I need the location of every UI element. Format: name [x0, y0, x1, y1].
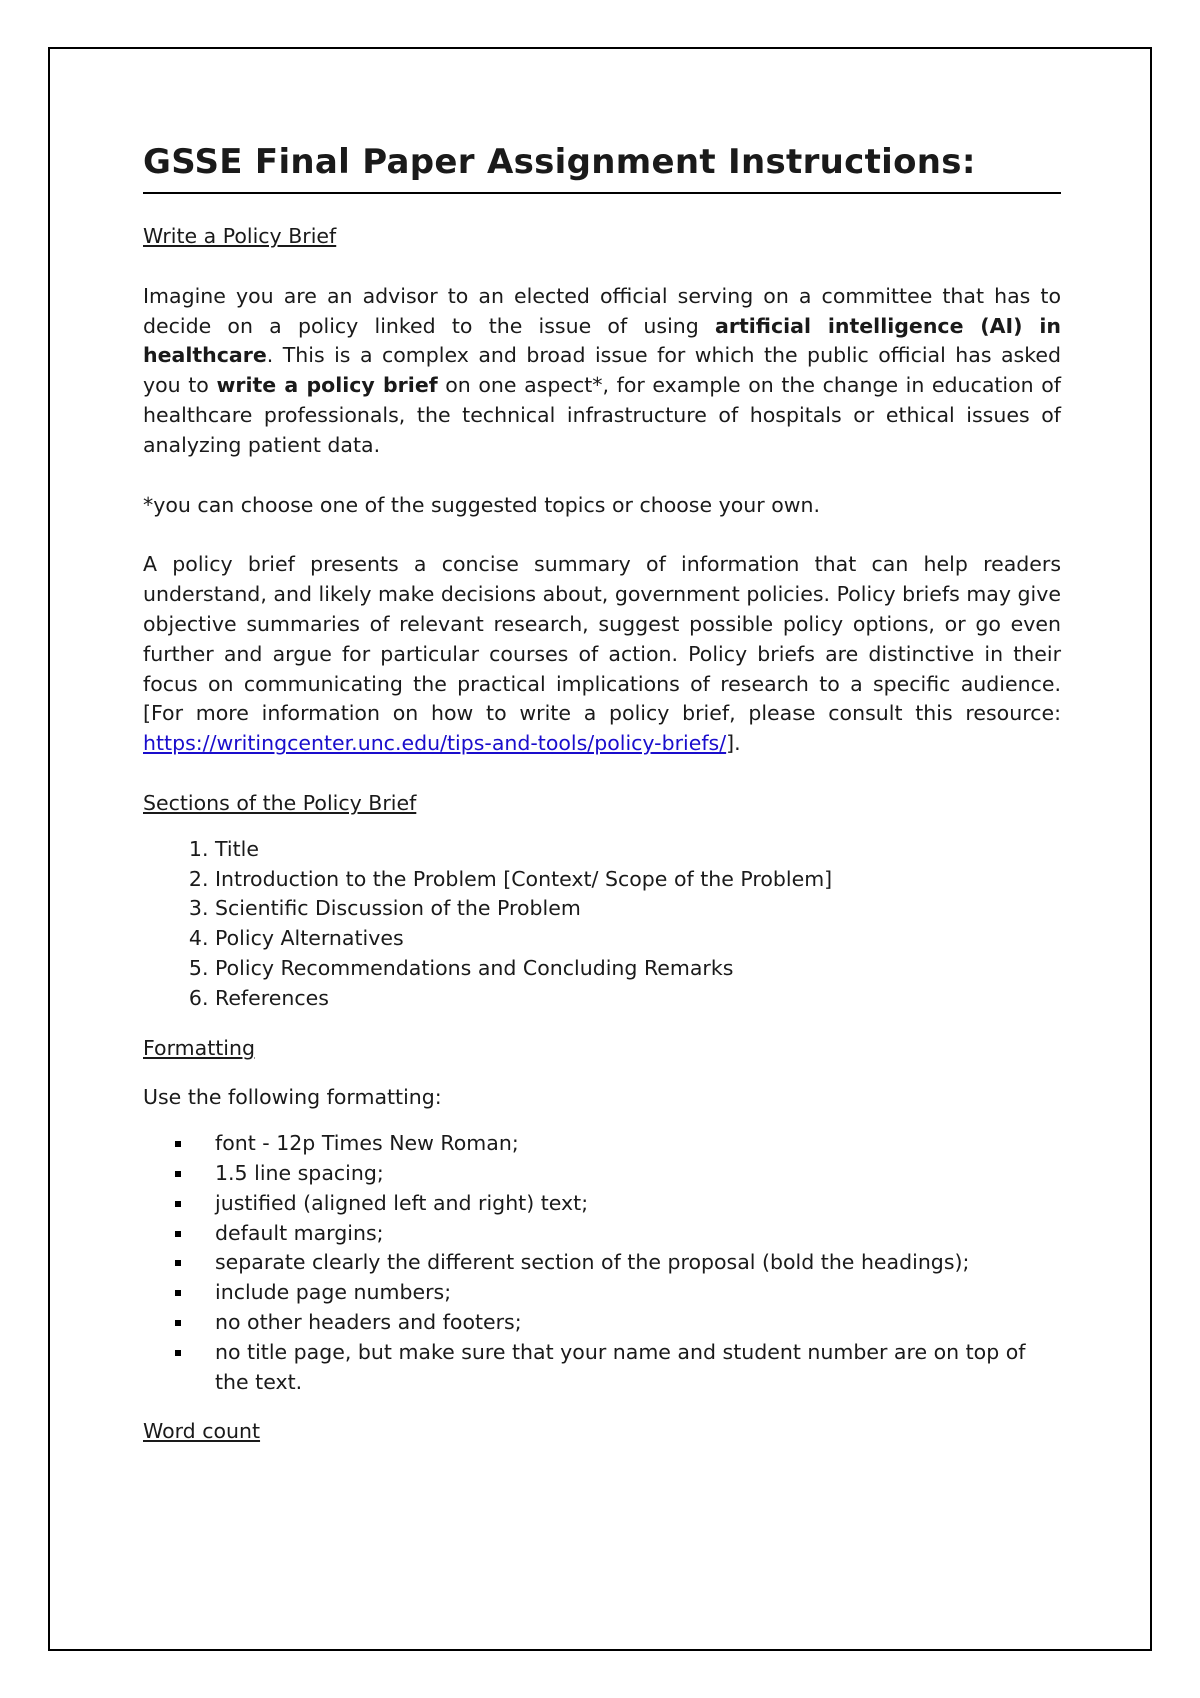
square-bullet-icon	[175, 1350, 181, 1356]
intro-bold-write: write a policy brief	[216, 373, 438, 398]
list-item	[215, 1129, 1061, 1159]
square-bullet-icon	[175, 1320, 181, 1326]
list-item: 5. Policy Recommendations and Concluding Remarks	[215, 954, 1061, 984]
description-end: ].	[726, 731, 741, 756]
list-item	[215, 1278, 1061, 1308]
section-heading-write-policy-brief: Write a Policy Brief	[143, 224, 337, 248]
list-item	[215, 1248, 1061, 1278]
intro-text-2: . This is a complex and broad issue for which the public official has asked you to	[143, 343, 1061, 398]
list-item: 3. Scientific Discussion of the Problem	[215, 894, 1061, 924]
document-content	[143, 140, 1061, 1447]
list-item	[215, 1338, 1061, 1398]
list-item	[215, 1308, 1061, 1338]
sections-list	[143, 835, 1061, 1014]
square-bullet-icon	[175, 1290, 181, 1296]
list-item-text: font - 12p Times New Roman;	[215, 1131, 519, 1156]
intro-text-1: Imagine you are an advisor to an elected official serving on a committee that has to decide on a policy linked to the issue of using	[143, 283, 1061, 338]
section-heading-formatting: Formatting	[143, 1035, 255, 1060]
list-item-text: default margins;	[215, 1220, 384, 1245]
square-bullet-icon	[175, 1231, 181, 1237]
formatting-list	[143, 1129, 1061, 1397]
list-item: 2. Introduction to the Problem [Context/ Scope of the Problem]	[215, 865, 1061, 895]
square-bullet-icon	[175, 1201, 181, 1207]
list-item: 6. References	[215, 984, 1061, 1014]
page-title: GSSE Final Paper Assignment Instructions:	[143, 140, 1061, 194]
description-text: A policy brief presents a concise summary of information that can help readers understand, and likely make decisions about, government policies. Policy briefs may give objective summaries of relevant research, suggest possible policy options, or go even further and argue for particular courses of action. Policy briefs are distinctive in their focus on communicating the practical implications of research to a specific audience. [For more information on how to write a policy brief, please consult this resource:	[143, 552, 1061, 726]
intro-paragraph	[143, 282, 1061, 461]
section-heading-sections: Sections of the Policy Brief	[143, 790, 417, 815]
intro-bold-ai: artificial intelligence (AI) in healthcare	[143, 313, 1061, 368]
topic-note: *you can choose one of the suggested topics or choose your own.	[143, 492, 821, 517]
square-bullet-icon	[175, 1171, 181, 1177]
list-item	[215, 1159, 1061, 1189]
list-item-text: justified (aligned left and right) text;	[215, 1190, 589, 1215]
resource-link[interactable]: https://writingcenter.unc.edu/tips-and-tools/policy-briefs/	[143, 731, 727, 756]
square-bullet-icon	[175, 1141, 181, 1147]
list-item	[215, 1219, 1061, 1249]
formatting-intro: Use the following formatting:	[143, 1085, 442, 1110]
list-item-text: no other headers and footers;	[215, 1309, 522, 1334]
section-heading-word-count: Word count	[143, 1419, 261, 1444]
list-item-text: no title page, but make sure that your name and student number are on top of the text.	[215, 1339, 1026, 1394]
square-bullet-icon	[175, 1260, 181, 1266]
list-item-text: include page numbers;	[215, 1280, 452, 1305]
intro-text-3: on one aspect*, for example on the change in education of healthcare professionals, the technical infrastructure of hospitals or ethical issues of analyzing patient data.	[143, 373, 1061, 457]
list-item: 4. Policy Alternatives	[215, 924, 1061, 954]
list-item-text: separate clearly the different section of the proposal (bold the headings);	[215, 1250, 970, 1275]
list-item-text: 1.5 line spacing;	[215, 1160, 384, 1185]
description-paragraph	[143, 550, 1061, 759]
list-item	[215, 1189, 1061, 1219]
list-item: 1. Title	[215, 835, 1061, 865]
